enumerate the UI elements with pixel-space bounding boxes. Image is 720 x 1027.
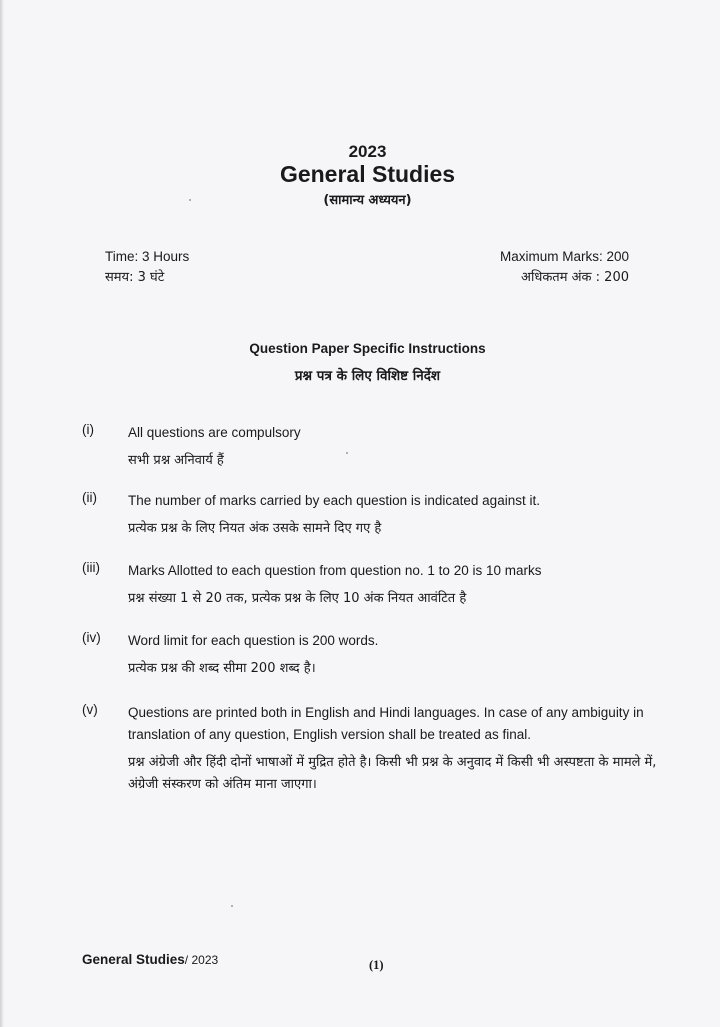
instruction-number: (ii) bbox=[82, 490, 97, 505]
instruction-number: (iii) bbox=[82, 560, 100, 575]
instruction-number: (v) bbox=[82, 702, 98, 717]
page-title: General Studies bbox=[279, 161, 456, 187]
scan-speck bbox=[346, 452, 348, 454]
scan-speck bbox=[189, 199, 191, 201]
instructions-heading: Question Paper Specific Instructions bbox=[249, 341, 486, 356]
instruction-text-english: Word limit for each question is 200 words. bbox=[128, 633, 379, 648]
time-block bbox=[105, 246, 189, 288]
instruction-text-hindi: सभी प्रश्न अनिवार्य हैं bbox=[128, 453, 224, 468]
instruction-text-english: The number of marks carried by each question is indicated against it. bbox=[128, 493, 540, 508]
footer-year: / 2023 bbox=[184, 953, 219, 967]
instruction-text-hindi: प्रश्न संख्या 1 से 20 तक, प्रत्येक प्रश्न के लिए 10 अंक नियत आवंटित है bbox=[128, 591, 467, 606]
marks-block bbox=[500, 246, 629, 288]
page-subtitle-hindi: (सामान्य अध्ययन) bbox=[323, 193, 412, 208]
exam-year: 2023 bbox=[348, 142, 387, 161]
instruction-text-english: Marks Allotted to each question from question no. 1 to 20 is 10 marks bbox=[128, 563, 542, 578]
marks-hindi: अधिकतम अंक : 200 bbox=[521, 270, 629, 285]
instruction-text-english: All questions are compulsory bbox=[128, 425, 301, 440]
footer-subject: General Studies bbox=[82, 952, 185, 967]
page-number: (1) bbox=[369, 958, 384, 972]
instruction-text-hindi: प्रत्येक प्रश्न के लिए नियत अंक उसके सामने दिए गए है bbox=[128, 521, 382, 536]
scan-speck bbox=[231, 905, 233, 907]
marks-english: Maximum Marks: 200 bbox=[499, 249, 629, 264]
time-english: Time: 3 Hours bbox=[105, 249, 190, 264]
instructions-heading-hindi: प्रश्न पत्र के लिए विशिष्ट निर्देश bbox=[294, 368, 441, 384]
instruction-text-hindi: प्रत्येक प्रश्न की शब्द सीमा 200 शब्द है। bbox=[128, 661, 316, 676]
instruction-text-english: Questions are printed both in English and Hindi languages. In case of any ambiguity in translation of any question, English version shall be treated as final. bbox=[128, 705, 644, 742]
time-hindi: समय: 3 घंटे bbox=[105, 270, 165, 285]
instruction-number: (i) bbox=[82, 422, 94, 437]
footer-label bbox=[82, 952, 218, 967]
instruction-number: (iv) bbox=[82, 630, 101, 645]
instruction-text-hindi: प्रश्न अंग्रेजी और हिंदी दोनों भाषाओं में मुद्रित होते है। किसी भी प्रश्न के अनुवाद में किसी भी अस्पष्टता के मामले में, अंग्रेजी संस्करण को अंतिम माना जाएगा। bbox=[128, 755, 657, 792]
